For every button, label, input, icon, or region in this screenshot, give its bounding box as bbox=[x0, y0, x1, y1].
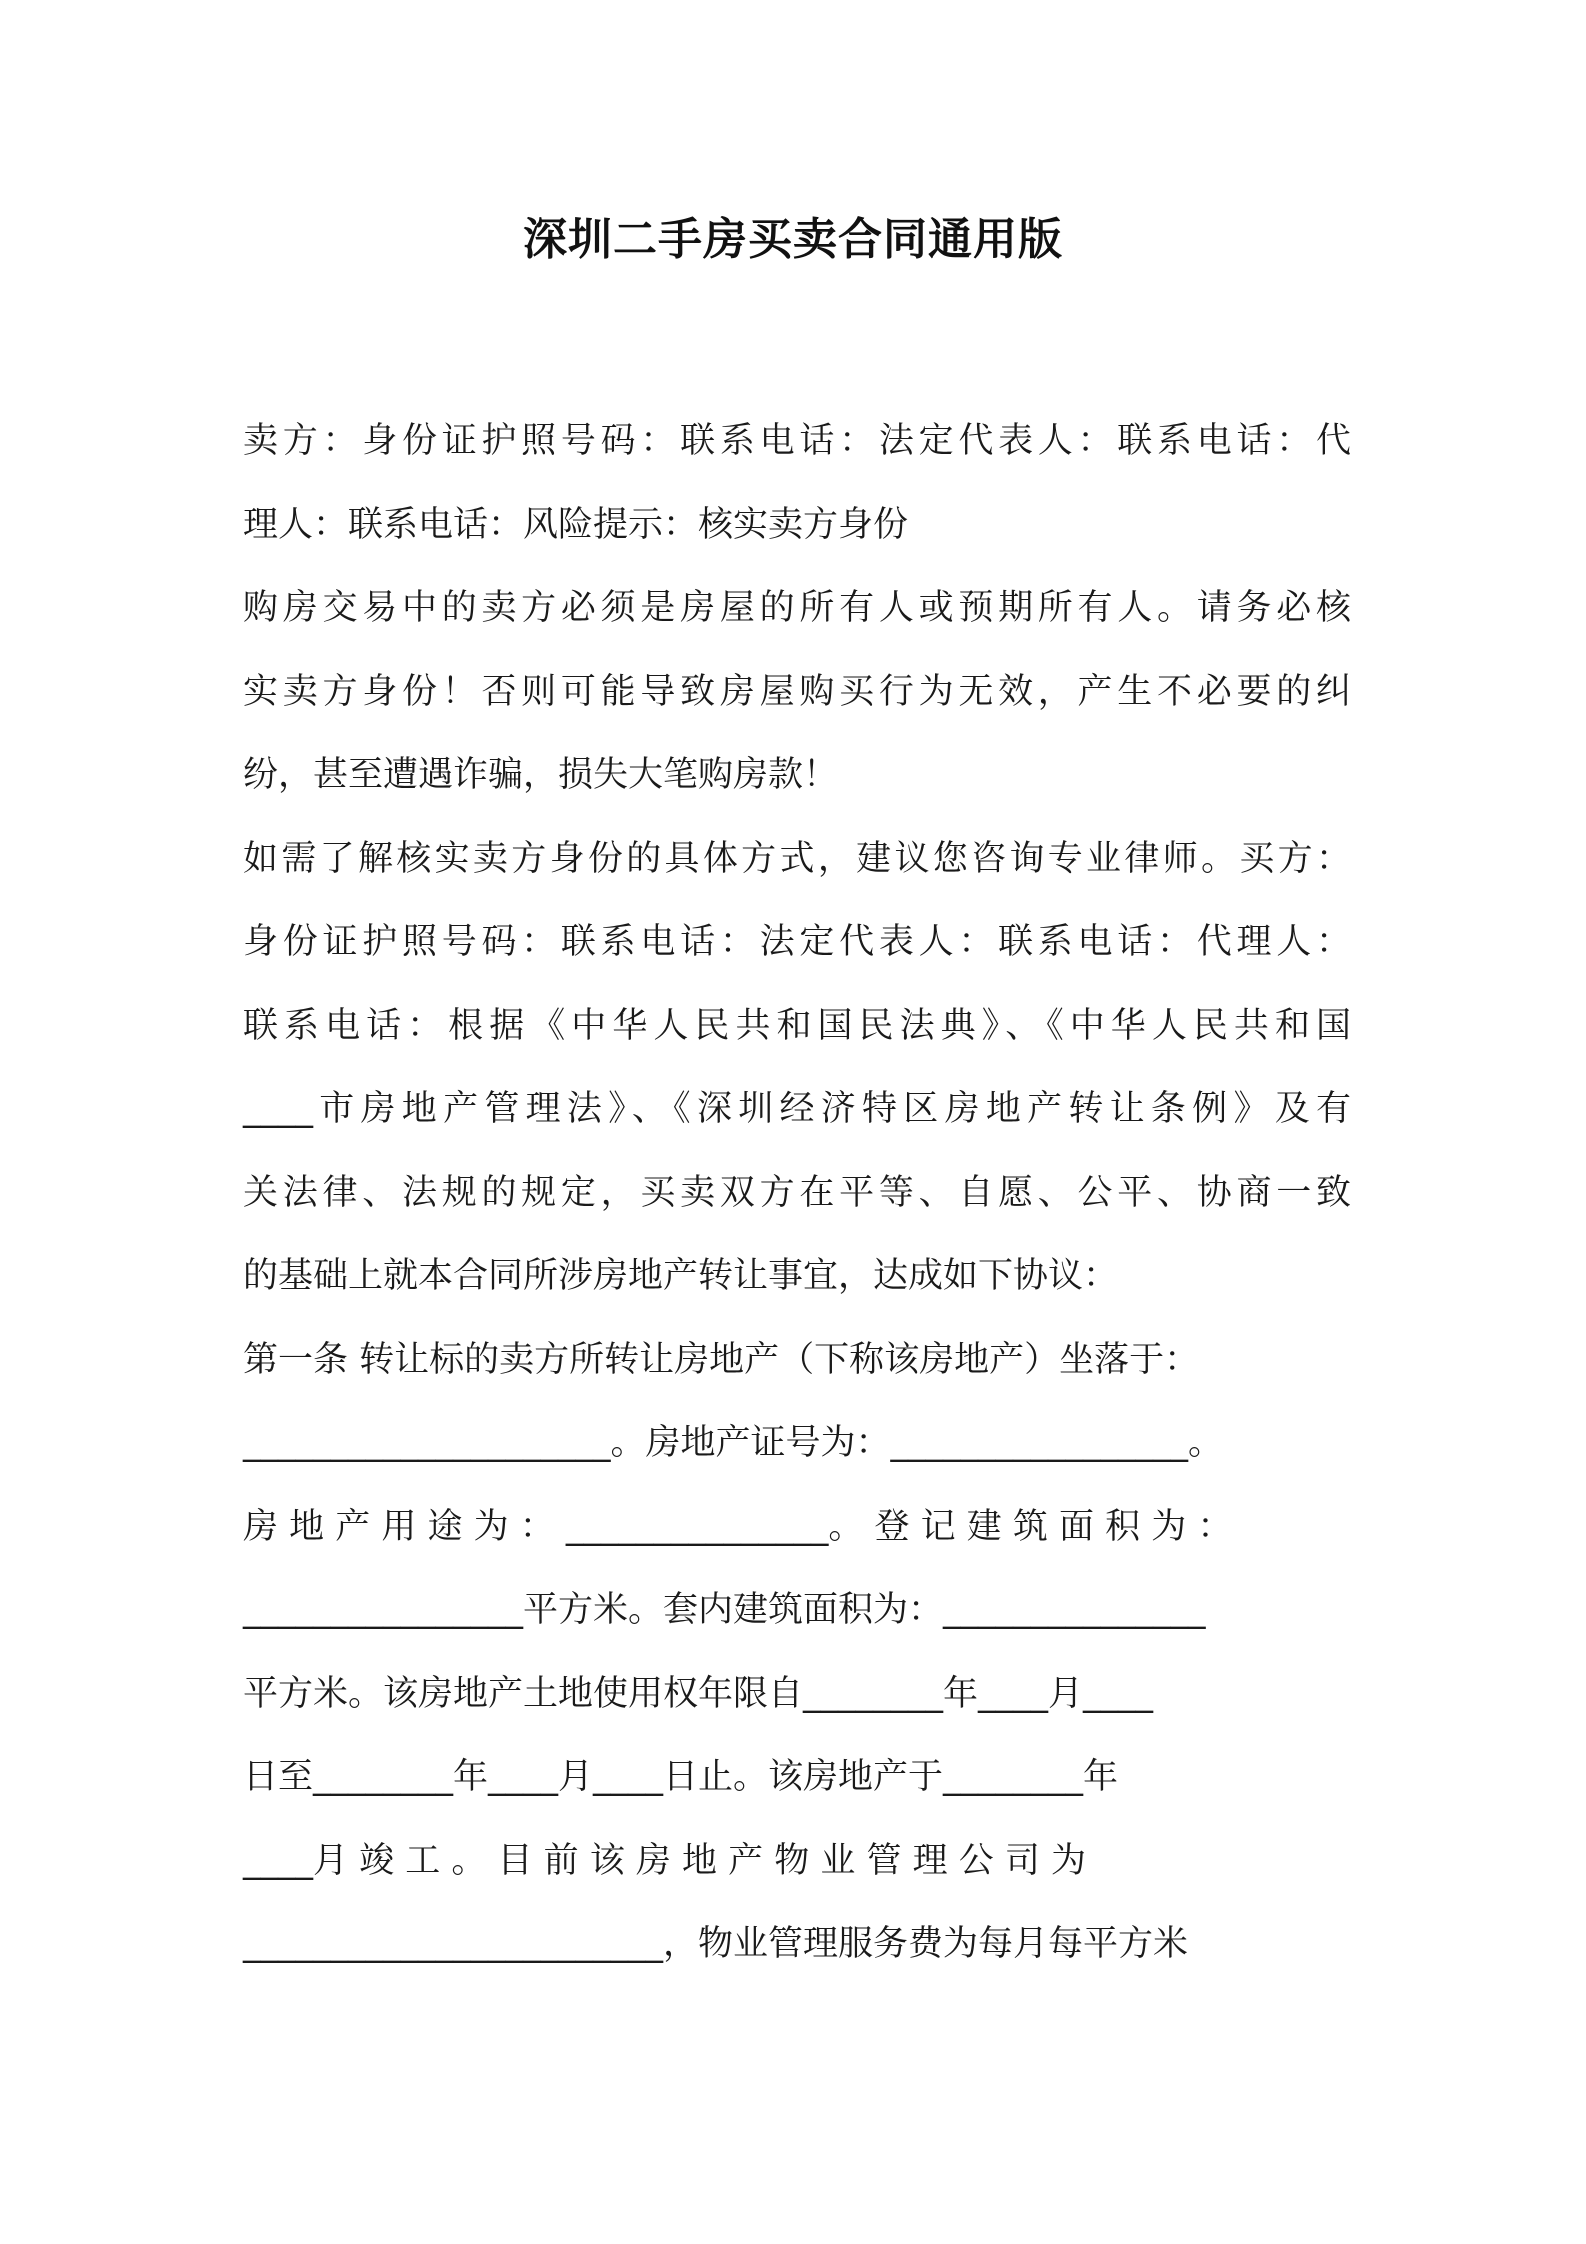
document-body bbox=[243, 400, 1351, 1987]
document-title: 深圳二手房买卖合同通用版 bbox=[523, 214, 1063, 265]
paragraph-line: 购房交易中的卖方必须是房屋的所有人或预期所有人。请务必核 bbox=[243, 588, 1351, 628]
paragraph-line: 理人：联系电话：风险提示：核实卖方身份 bbox=[243, 504, 909, 545]
paragraph-line: ____月 竣 工 。 目 前 该 房 地 产 物 业 管 理 公 司 为 bbox=[243, 1840, 1087, 1881]
paragraph-line: ____市房地产管理法》、《深圳经济特区房地产转让条例》及有 bbox=[243, 1089, 1351, 1129]
paragraph-line: 卖方：身份证护照号码：联系电话：法定代表人：联系电话：代 bbox=[243, 421, 1351, 461]
paragraph-line: ________________________，物业管理服务费为每月每平方米 bbox=[243, 1924, 1189, 1964]
paragraph-line: ________________平方米。套内建筑面积为：_______________ bbox=[243, 1590, 1206, 1630]
paragraph-line: 日至________年____月____日止。该房地产于________年 bbox=[243, 1757, 1119, 1797]
paragraph-line: 房 地 产 用 途 为 ： _______________。 登 记 建 筑 面 积 为 ： bbox=[243, 1506, 1233, 1547]
paragraph-line: _____________________。房地产证号为：_________________。 bbox=[243, 1423, 1224, 1463]
paragraph-line: 身份证护照号码：联系电话：法定代表人：联系电话：代理人： bbox=[243, 922, 1351, 962]
paragraph-line: 纷，甚至遭遇诈骗，损失大笔购房款！ bbox=[243, 755, 839, 795]
paragraph-line: 联系电话：根据《中华人民共和国民法典》、《中华人民共和国 bbox=[243, 1005, 1351, 1046]
paragraph-line: 关法律、法规的规定，买卖双方在平等、自愿、公平、协商一致 bbox=[243, 1172, 1351, 1213]
paragraph-line: 实卖方身份！否则可能导致房屋购买行为无效，产生不必要的纠 bbox=[243, 671, 1351, 712]
paragraph-line: 如需了解核实卖方身份的具体方式，建议您咨询专业律师。买方： bbox=[243, 838, 1351, 879]
paragraph-line: 的基础上就本合同所涉房地产转让事宜，达成如下协议： bbox=[243, 1256, 1119, 1296]
paragraph-line: 平方米。该房地产土地使用权年限自________年____月____ bbox=[243, 1673, 1154, 1714]
paragraph-line: 第一条 转让标的卖方所转让房地产（下称该房地产）坐落于： bbox=[243, 1339, 1200, 1380]
